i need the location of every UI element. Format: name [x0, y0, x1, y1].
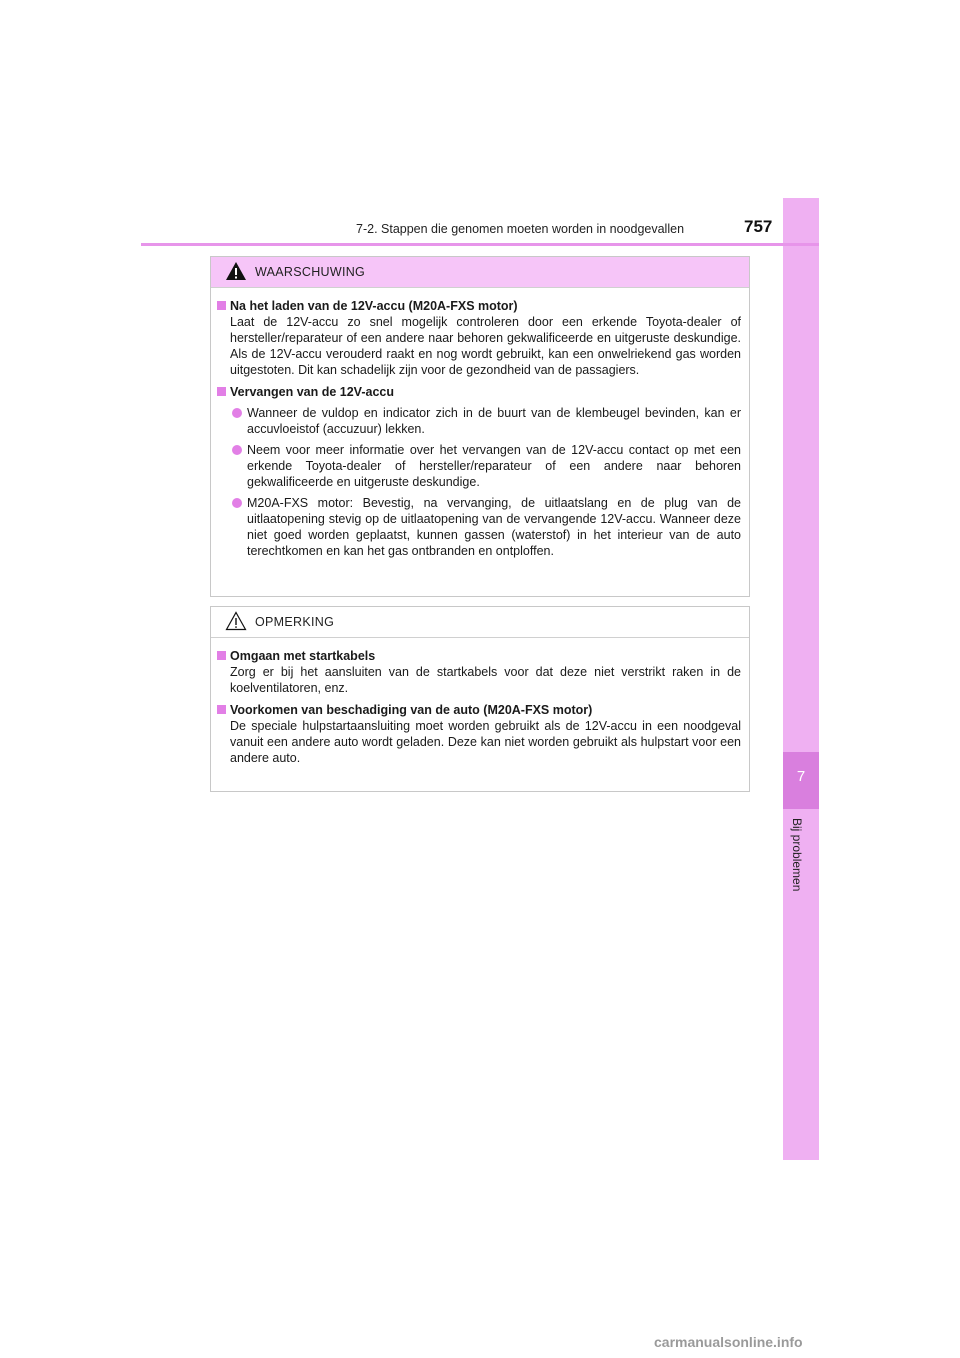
notice-box-body: [211, 638, 749, 786]
page-number: 757: [744, 217, 773, 236]
circle-bullet-icon: [232, 498, 242, 508]
square-bullet-icon: [217, 301, 226, 310]
square-bullet-icon: [217, 651, 226, 660]
warning-section-title-text: Vervangen van de 12V-accu: [230, 385, 394, 399]
notice-section-title-text: Omgaan met startkabels: [230, 649, 376, 663]
watermark: carmanualsonline.info: [654, 1334, 803, 1350]
warning-section-title-text: Na het laden van de 12V-accu (M20A-FXS motor): [230, 299, 518, 313]
notice-section: [217, 648, 741, 696]
chapter-label: Bij problemen: [790, 818, 804, 892]
warning-box-header: [211, 257, 749, 288]
warning-section-title: [217, 298, 741, 314]
list-item-text: M20A-FXS motor: Bevestig, na vervanging, de uitlaatslang en de plug van de uitlaatopening stevig op de uitlaatopening van de vervangende 12V-accu. Wanneer deze niet goed worden geplaatst, kunnen gassen (waterstof) in het interieur van de auto terechtkomen en kan het gas ontbranden en ontploffen.: [247, 496, 741, 558]
header-rule: [141, 243, 819, 246]
chapter-side-tab: [783, 198, 819, 1160]
warning-section: [217, 384, 741, 559]
warning-box-body: [211, 288, 749, 579]
square-bullet-icon: [217, 387, 226, 396]
warning-section-text: Laat de 12V-accu zo snel mogelijk controleren door een erkende Toyota-dealer of hersteller/reparateur of een andere naar behoren gekwalificeerde en uitgeruste deskundige. Als de 12V-accu verouderd raakt en nog wordt gebruikt, kan een onwelriekend gas worden uitgestoten. Dit kan schadelijk zijn voor de gezondheid van de passagiers.: [230, 315, 741, 377]
chapter-number: 7: [796, 768, 806, 785]
notice-label: OPMERKING: [255, 615, 335, 629]
notice-section-title: [217, 702, 741, 718]
notice-box: [210, 606, 750, 792]
bullet-list: [217, 405, 741, 559]
circle-bullet-icon: [232, 408, 242, 418]
notice-section-text: Zorg er bij het aansluiten van de startkabels voor dat deze niet verstrikt raken in de koelventilatoren, enz.: [230, 665, 741, 695]
list-item: [230, 495, 741, 559]
circle-bullet-icon: [232, 445, 242, 455]
warning-label: WAARSCHUWING: [255, 265, 366, 279]
notice-section-text: De speciale hulpstartaansluiting moet worden gebruikt als de 12V-accu in een noodgeval vanuit een andere auto wordt geladen. Deze kan niet worden gebruikt als hulpstart voor een andere auto.: [230, 719, 741, 765]
notice-section-title: [217, 648, 741, 664]
notice-triangle-icon: [225, 611, 247, 631]
list-item: [230, 442, 741, 490]
notice-section-title-text: Voorkomen van beschadiging van de auto (M20A-FXS motor): [230, 703, 593, 717]
section-title: 7-2. Stappen die genomen moeten worden in noodgevallen: [356, 222, 685, 236]
list-item: [230, 405, 741, 437]
notice-section: [217, 702, 741, 766]
warning-box: [210, 256, 750, 597]
list-item-text: Wanneer de vuldop en indicator zich in de buurt van de klembeugel bevinden, kan er accuvloeistof (accuzuur) lekken.: [247, 406, 741, 436]
list-item-text: Neem voor meer informatie over het vervangen van de 12V-accu contact op met een erkende Toyota-dealer of hersteller/reparateur of een andere naar behoren gekwalificeerde en uitgeruste deskundige.: [247, 443, 741, 489]
warning-section-title: [217, 384, 741, 400]
warning-section: [217, 298, 741, 378]
notice-box-header: [211, 607, 749, 638]
warning-triangle-icon: [225, 261, 247, 281]
square-bullet-icon: [217, 705, 226, 714]
